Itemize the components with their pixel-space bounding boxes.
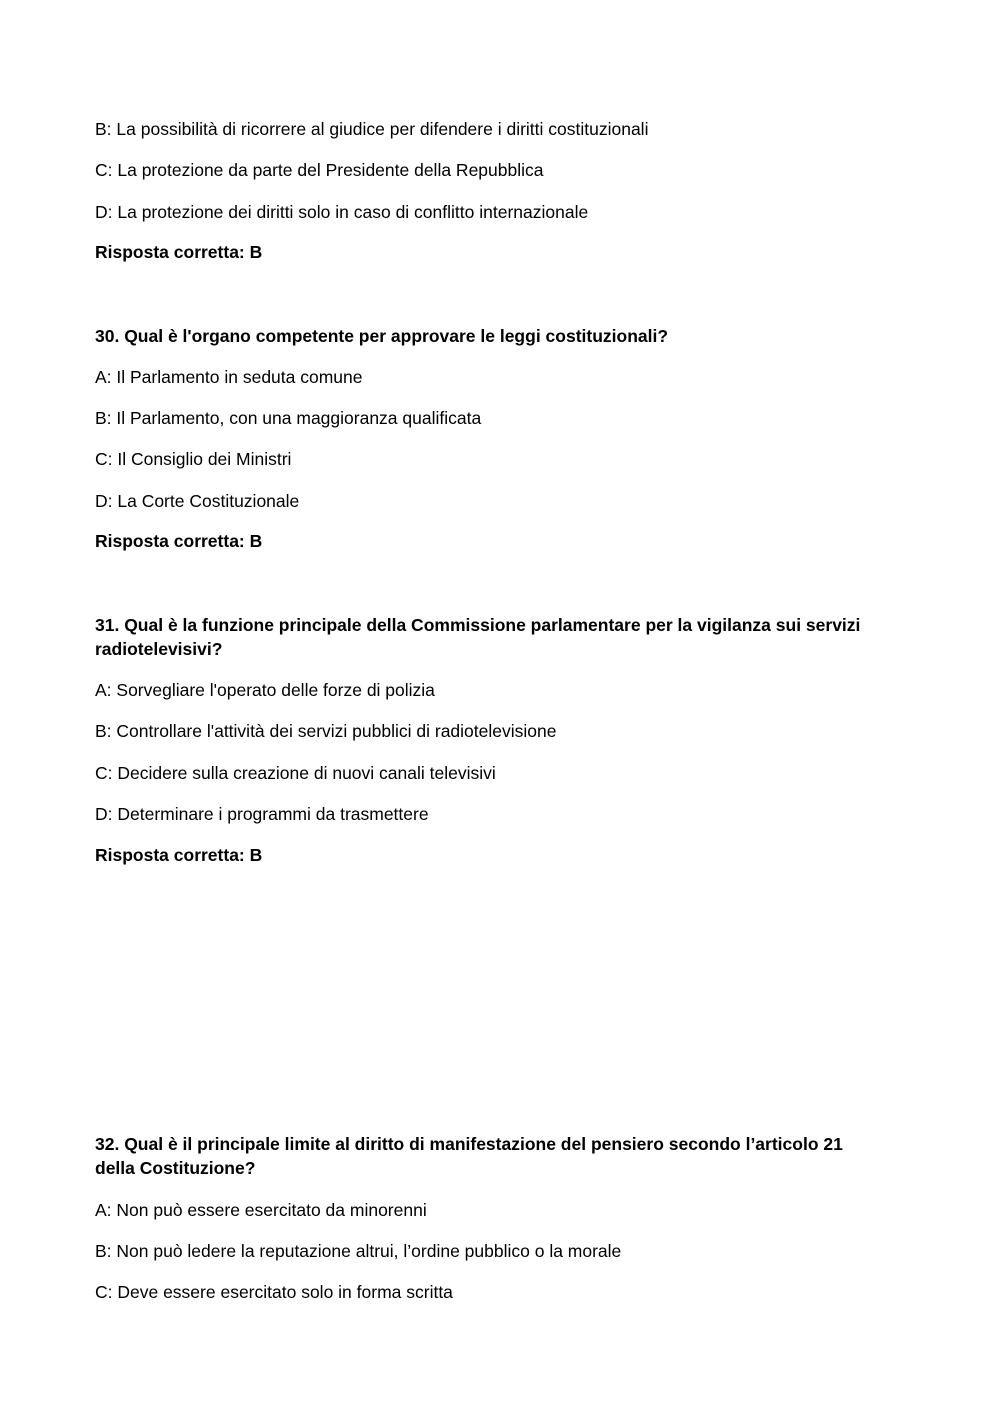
option-d: D: La protezione dei diritti solo in caso di conflitto internazionale	[95, 202, 589, 222]
question-31-line-1: 31. Qual è la funzione principale della Commissione parlamentare per la vigilanza sui servizi	[95, 615, 861, 635]
correct-answer: Risposta corretta: B	[95, 531, 263, 551]
option-d: D: Determinare i programmi da trasmettere	[95, 804, 429, 824]
option-c: C: La protezione da parte del Presidente della Repubblica	[95, 160, 544, 180]
option-c: C: Decidere sulla creazione di nuovi canali televisivi	[95, 763, 496, 783]
question-32-line-2: della Costituzione?	[95, 1158, 256, 1178]
question-32-line-1: 32. Qual è il principale limite al diritto di manifestazione del pensiero secondo l’articolo 21	[95, 1134, 843, 1154]
option-b: B: La possibilità di ricorrere al giudice per difendere i diritti costituzionali	[95, 119, 649, 139]
option-b: B: Non può ledere la reputazione altrui, l’ordine pubblico o la morale	[95, 1241, 622, 1261]
correct-answer: Risposta corretta: B	[95, 845, 263, 865]
option-a: A: Il Parlamento in seduta comune	[95, 367, 363, 387]
option-a: A: Non può essere esercitato da minorenni	[95, 1200, 427, 1220]
option-c: C: Deve essere esercitato solo in forma scritta	[95, 1282, 453, 1302]
question-30: 30. Qual è l'organo competente per approvare le leggi costituzionali?	[95, 326, 669, 346]
option-c: C: Il Consiglio dei Ministri	[95, 449, 292, 469]
option-b: B: Il Parlamento, con una maggioranza qualificata	[95, 408, 482, 428]
correct-answer: Risposta corretta: B	[95, 242, 263, 262]
option-a: A: Sorvegliare l'operato delle forze di polizia	[95, 680, 435, 700]
option-b: B: Controllare l'attività dei servizi pubblici di radiotelevisione	[95, 721, 557, 741]
question-31-line-2: radiotelevisivi?	[95, 639, 223, 659]
option-d: D: La Corte Costituzionale	[95, 491, 300, 511]
